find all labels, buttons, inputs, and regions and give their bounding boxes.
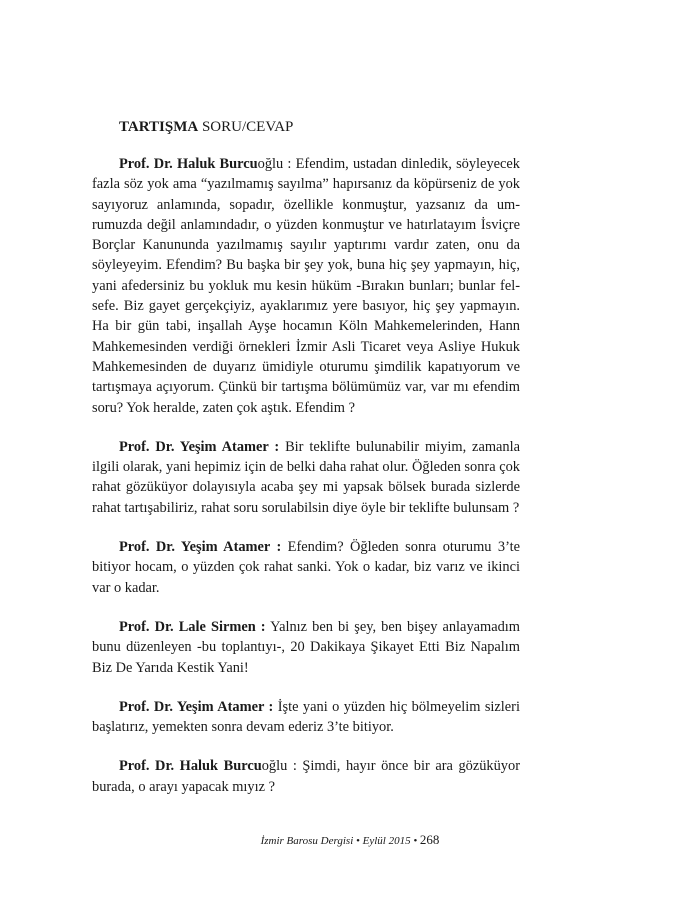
transcript-paragraph — [92, 154, 520, 418]
paragraph-text: Efendim? Öğleden sonra oturumu 3’te bitiyor hocam, o yüzden çok rahat sanki. Yok o kadar, biz varız ve ikinci var o kadar. — [92, 539, 520, 596]
speaker-name: Prof. Dr. Haluk Burcu — [119, 758, 262, 775]
page-number: 268 — [419, 832, 440, 847]
transcript-paragraph — [92, 697, 520, 738]
document-page — [92, 118, 520, 816]
paragraph-text: Efendim, ustadan dinledik, söyleyecek fazla söz yok ama “yazılmamış sayılma” hapırsanız da köpürseniz de yok sayıyoruz anlamında, sopadır, özellikle konmuştur, yazsanız da umrumuzda değil anlamındadır, o yüzden konmuştur ve hatırlatayım İsviçre Borçlar Kanununda yazılmamış sayılır yaptırımı vardır zaten, onu da söyleyeyim. Efendim? Bu başka bir şey yok, buna hiç şey yapmayın, hiç, yani afedersiniz bu yokluk mu kesin hüküm -Bırakın bunları; bunlar felsefe. Biz gayet gerçekçiyiz, ayaklarımız yere basıyor, hiç şey yapmayın. Ha bir gün tabi, inşallah Ayşe hocamın Köln Mahkemelerinden, Hann Mahkemesinden verdiği örnekleri İzmir Asli Ticaret veya Asliye Hukuk Mahkemesinden de duyarız ümidiyle oturumu şimdilik kapatıyorum ve tartışmaya açıyorum. Çünkü bir tartışma bölümümüz var, var mı efendim soru? Yok heralde, zaten çok aştık. Efendim ? — [92, 156, 520, 416]
speaker-name-tail: oğlu : — [261, 758, 303, 775]
transcript-paragraph — [92, 537, 520, 598]
speaker-name: Prof. Dr. Lale Sirmen : — [119, 618, 266, 635]
transcript-paragraph — [92, 617, 520, 678]
speaker-name: Prof. Dr. Yeşim Atamer : — [119, 698, 274, 715]
transcript-paragraph — [92, 756, 520, 797]
heading-rest: SORU/CEVAP — [198, 119, 294, 135]
transcript-paragraph — [92, 437, 520, 518]
paragraph-text: Yalnız ben bi şey, ben bişey anlayamadım bunu düzenleyen -bu toplantıyı-, 20 Dakikaya Şikayet Etti Biz Napalım Biz De Yarıda Kestik Yani! — [92, 618, 520, 676]
paragraph-text: Bir teklifte bulunabilir miyim, zamanla ilgili olarak, yani hepimiz için de belki daha rahat olur. Öğleden sonra çok rahat gözüküyor dolayısıyla acaba şey mi yapsak bölsek burada sizlerde rahat tartışabiliriz, rahat soru sorulabilsin diye öyle bir teklifte bulunsam ? — [92, 438, 520, 516]
journal-name: İzmir Barosu Dergisi • Eylül 2015 • — [260, 835, 418, 847]
speaker-name-tail: oğlu : — [257, 156, 296, 172]
paragraph-text: İşte yani o yüzden hiç bölmeyelim sizleri başlatırız, yemekten sonra devam ederiz 3’te bitiyor. — [92, 698, 520, 736]
section-heading — [92, 118, 520, 137]
page-footer — [0, 832, 700, 849]
speaker-name: Prof. Dr. Yeşim Atamer : — [119, 438, 280, 455]
speaker-name: Prof. Dr. Yeşim Atamer : — [119, 539, 282, 556]
heading-bold: TARTIŞMA — [119, 119, 199, 135]
speaker-name: Prof. Dr. Haluk Burcu — [119, 156, 258, 172]
paragraph-text: Şimdi, hayır önce bir ara gözüküyor burada, o arayı yapacak mıyız ? — [92, 758, 520, 795]
